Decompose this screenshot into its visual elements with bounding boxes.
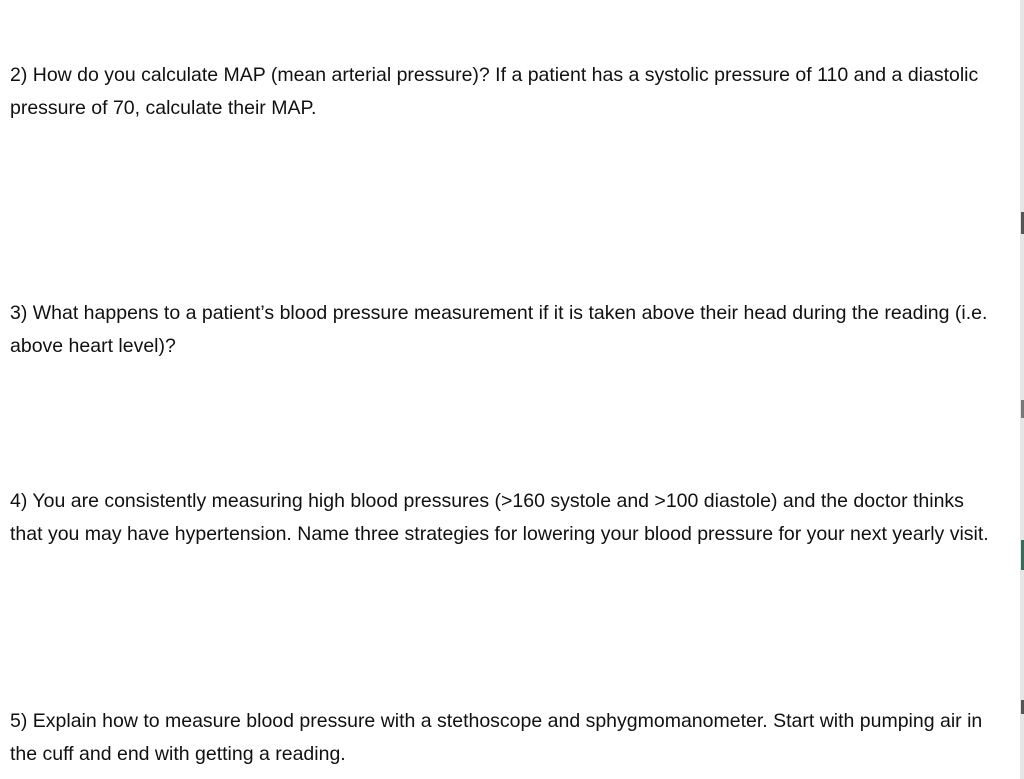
question-3: 3) What happens to a patient’s blood pressure measurement if it is taken above their head during the reading (i.e. above heart level)? [10, 302, 988, 357]
question-4: 4) You are consistently measuring high blood pressures (>160 systole and >100 diastole) and the doctor thinks that you may have hypertension. Name three strategies for lowering your blood pressure for your next yearly visit. [10, 490, 989, 545]
window-edge-strip [1020, 0, 1024, 779]
question-5: 5) Explain how to measure blood pressure with a stethoscope and sphygmomanometer. Start with pumping air in the cuff and end with getting a reading. [10, 710, 983, 765]
question-2: 2) How do you calculate MAP (mean arterial pressure)? If a patient has a systolic pressure of 110 and a diastolic pressure of 70, calculate their MAP. [10, 64, 979, 119]
